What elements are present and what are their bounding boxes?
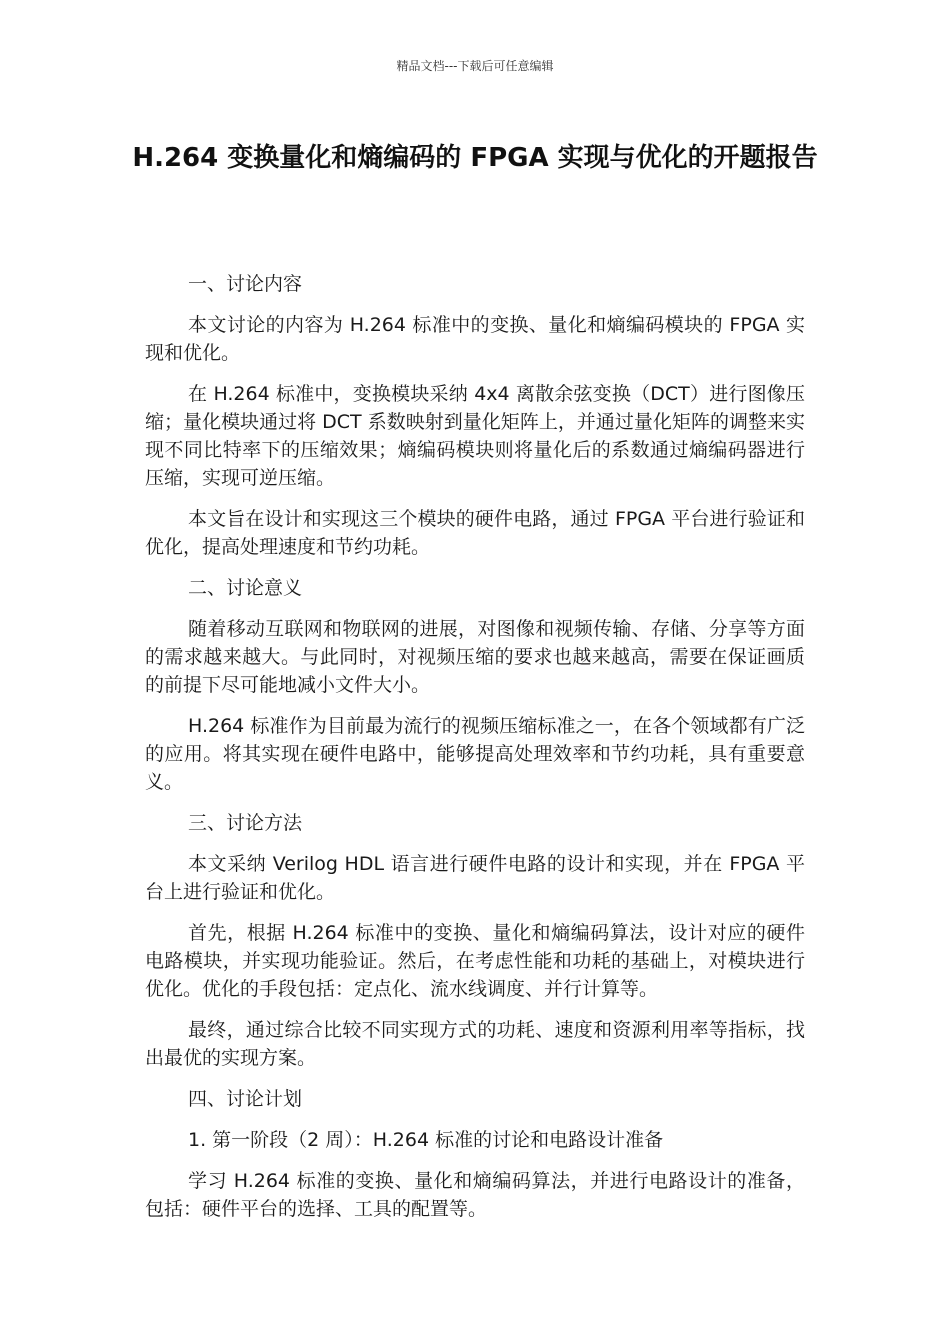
paragraph: 首先，根据 H.264 标准中的变换、量化和熵编码算法，设计对应的硬件电路模块，并实现功能验证。然后，在考虑性能和功耗的基础上，对模块进行优化。优化的手段包括：定点化、流水线调度、并行计算等。 xyxy=(145,922,805,1000)
paragraph: 本文采纳 Verilog HDL 语言进行硬件电路的设计和实现，并在 FPGA 平台上进行验证和优化。 xyxy=(145,853,805,903)
plan-stage-heading: 1. 第一阶段（2 周）：H.264 标准的讨论和电路设计准备 xyxy=(188,1129,664,1151)
section-heading-content: 一、讨论内容 xyxy=(188,273,303,295)
paragraph: H.264 标准作为目前最为流行的视频压缩标准之一，在各个领域都有广泛的应用。将其实现在硬件电路中，能够提高处理效率和节约功耗，具有重要意义。 xyxy=(145,715,805,793)
paragraph: 本文讨论的内容为 H.264 标准中的变换、量化和熵编码模块的 FPGA 实现和优化。 xyxy=(145,314,805,364)
paragraph: 随着移动互联网和物联网的进展，对图像和视频传输、存储、分享等方面的需求越来越大。与此同时，对视频压缩的要求也越来越高，需要在保证画质的前提下尽可能地减小文件大小。 xyxy=(145,618,805,696)
document-title: H.264 变换量化和熵编码的 FPGA 实现与优化的开题报告 xyxy=(132,143,818,173)
section-heading-plan: 四、讨论计划 xyxy=(188,1088,303,1110)
section-heading-method: 三、讨论方法 xyxy=(188,812,303,834)
paragraph: 在 H.264 标准中，变换模块采纳 4x4 离散余弦变换（DCT）进行图像压缩；量化模块通过将 DCT 系数映射到量化矩阵上，并通过量化矩阵的调整来实现不同比特率下的压缩效果；熵编码模块则将量化后的系数通过熵编码器进行压缩，实现可逆压缩。 xyxy=(145,383,805,489)
section-heading-significance: 二、讨论意义 xyxy=(188,577,303,599)
page-header-note: 精品文档---下载后可任意编辑 xyxy=(396,59,554,73)
document-body xyxy=(145,270,805,1236)
paragraph: 学习 H.264 标准的变换、量化和熵编码算法，并进行电路设计的准备，包括：硬件平台的选择、工具的配置等。 xyxy=(145,1170,805,1220)
paragraph: 本文旨在设计和实现这三个模块的硬件电路，通过 FPGA 平台进行验证和优化，提高处理速度和节约功耗。 xyxy=(145,508,805,558)
paragraph: 最终，通过综合比较不同实现方式的功耗、速度和资源利用率等指标，找出最优的实现方案。 xyxy=(145,1019,805,1069)
